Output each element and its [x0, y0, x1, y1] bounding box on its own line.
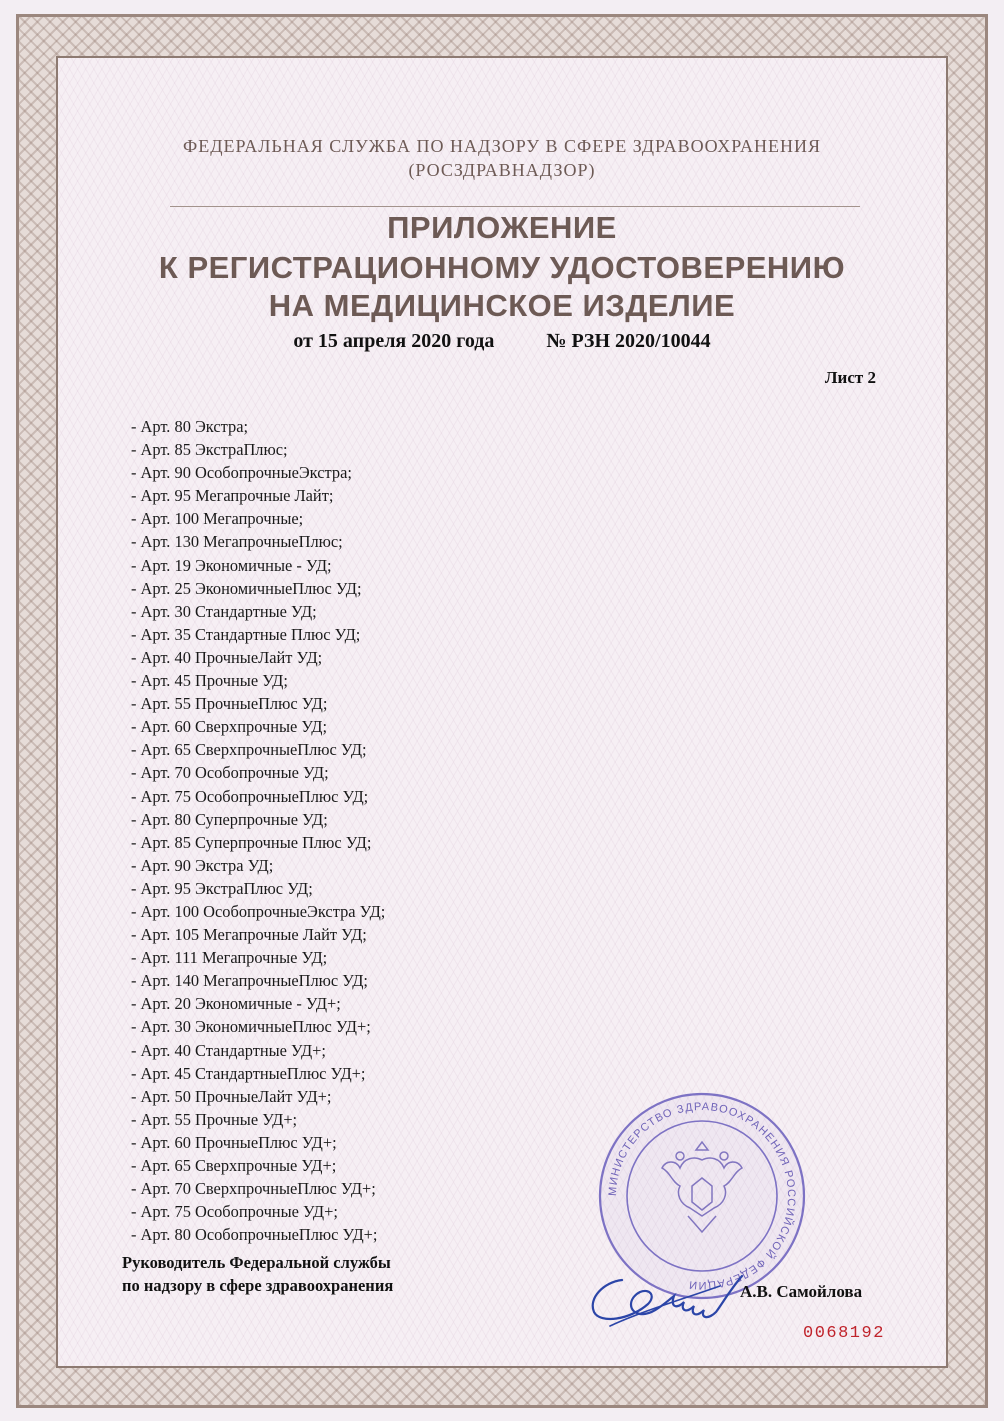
list-item: - Арт. 65 СверхпрочныеПлюс УД; [131, 740, 367, 760]
list-item: - Арт. 55 ПрочныеПлюс УД; [131, 694, 328, 714]
header-divider [170, 206, 860, 207]
article-list [131, 415, 385, 1246]
signature-icon [570, 1240, 750, 1330]
list-item: - Арт. 50 ПрочныеЛайт УД+; [131, 1086, 332, 1106]
registration-line [0, 330, 1004, 353]
list-item: - Арт. 130 МегапрочныеПлюс; [131, 532, 343, 552]
signer-title-continued: по надзору в сфере здравоохранения [122, 1276, 394, 1295]
list-item: - Арт. 35 Стандартные Плюс УД; [131, 624, 361, 644]
agency-abbreviation: (РОСЗДРАВНАДЗОР) [408, 160, 596, 180]
list-item: - Арт. 70 СверхпрочныеПлюс УД+; [131, 1179, 376, 1199]
list-item: - Арт. 80 Суперпрочные УД; [131, 809, 328, 829]
seal-ring-text: МИНИСТЕРСТВО ЗДРАВООХРАНЕНИЯ РОССИЙСКОЙ ФЕДЕРАЦИИ [606, 1100, 798, 1292]
list-item: - Арт. 65 Сверхпрочные УД+; [131, 1156, 337, 1175]
list-item: - Арт. 40 Стандартные УД+; [131, 1040, 326, 1060]
list-item: - Арт. 100 ОсобопрочныеЭкстра УД; [131, 901, 386, 921]
signer-name: А.В. Самойлова [740, 1282, 863, 1301]
list-item: - Арт. 105 Мегапрочные Лайт УД; [131, 925, 367, 945]
document-title: ПРИЛОЖЕНИЕ [387, 210, 617, 245]
registration-date: от 15 апреля 2020 года [293, 330, 495, 352]
list-item: - Арт. 30 Стандартные УД; [131, 601, 317, 621]
list-item: - Арт. 60 Сверхпрочные УД; [131, 717, 328, 737]
list-item: - Арт. 60 ПрочныеПлюс УД+; [131, 1132, 337, 1152]
list-item: - Арт. 85 Суперпрочные Плюс УД; [131, 832, 372, 852]
agency-name: ФЕДЕРАЛЬНАЯ СЛУЖБА ПО НАДЗОРУ В СФЕРЕ ЗДРАВООХРАНЕНИЯ [183, 136, 821, 156]
list-item: - Арт. 90 ОсобопрочныеЭкстра; [131, 463, 352, 483]
serial-number: 0068192 [803, 1324, 885, 1343]
sheet-number: Лист 2 [824, 368, 876, 387]
list-item: - Арт. 95 ЭкстраПлюс УД; [131, 878, 313, 898]
list-item: - Арт. 25 ЭкономичныеПлюс УД; [131, 578, 362, 598]
document-subtitle-2: НА МЕДИЦИНСКОЕ ИЗДЕЛИЕ [268, 288, 736, 323]
list-item: - Арт. 90 Экстра УД; [131, 855, 274, 875]
list-item: - Арт. 20 Экономичные - УД+; [131, 994, 341, 1014]
list-item: - Арт. 85 ЭкстраПлюс; [131, 440, 288, 460]
registration-number: № РЗН 2020/10044 [546, 330, 711, 352]
list-item: - Арт. 19 Экономичные - УД; [131, 555, 332, 575]
document-subtitle-1: К РЕГИСТРАЦИОННОМУ УДОСТОВЕРЕНИЮ [158, 250, 846, 285]
list-item: - Арт. 111 Мегапрочные УД; [131, 948, 328, 968]
list-item: - Арт. 70 Особопрочные УД; [131, 763, 329, 783]
list-item: - Арт. 75 Особопрочные УД+; [131, 1202, 338, 1222]
list-item: - Арт. 75 ОсобопрочныеПлюс УД; [131, 786, 369, 806]
list-item: - Арт. 80 ОсобопрочныеПлюс УД+; [131, 1225, 378, 1245]
list-item: - Арт. 45 Прочные УД; [131, 671, 288, 691]
list-item: - Арт. 40 ПрочныеЛайт УД; [131, 647, 323, 667]
signer-title: Руководитель Федеральной службы [122, 1253, 391, 1272]
list-item: - Арт. 30 ЭкономичныеПлюс УД+; [131, 1017, 371, 1037]
list-item: - Арт. 80 Экстра; [131, 417, 249, 436]
list-item: - Арт. 55 Прочные УД+; [131, 1109, 298, 1129]
list-item: - Арт. 45 СтандартныеПлюс УД+; [131, 1063, 366, 1083]
list-item: - Арт. 95 Мегапрочные Лайт; [131, 486, 334, 506]
list-item: - Арт. 140 МегапрочныеПлюс УД; [131, 971, 368, 991]
list-item: - Арт. 100 Мегапрочные; [131, 509, 304, 529]
